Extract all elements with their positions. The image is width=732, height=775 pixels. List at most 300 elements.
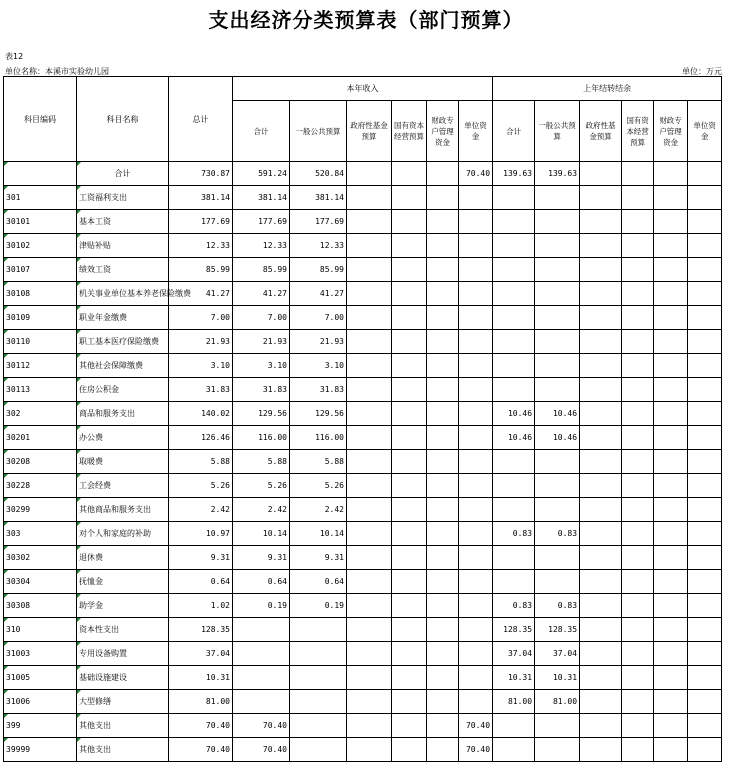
value-cell: 7.00 xyxy=(290,306,347,330)
value-cell xyxy=(427,306,459,330)
table-row xyxy=(4,402,722,426)
value-cell xyxy=(654,546,688,570)
code-cell: 30208 xyxy=(4,450,77,474)
value-cell: 730.87 xyxy=(169,162,233,186)
value-cell xyxy=(427,474,459,498)
table-row xyxy=(4,714,722,738)
code-cell: 30228 xyxy=(4,474,77,498)
value-cell xyxy=(427,714,459,738)
value-cell xyxy=(459,498,493,522)
value-cell xyxy=(688,378,722,402)
value-cell xyxy=(392,162,427,186)
header-sub: 一般公共预算 xyxy=(290,101,347,162)
value-cell: 2.42 xyxy=(290,498,347,522)
value-cell xyxy=(427,666,459,690)
value-cell xyxy=(535,738,580,762)
name-cell: 其他社会保障缴费 xyxy=(77,354,169,378)
cell-marker-icon xyxy=(4,330,8,334)
value-cell xyxy=(535,474,580,498)
value-cell xyxy=(392,570,427,594)
cell-marker-icon xyxy=(4,210,8,214)
value-cell xyxy=(392,714,427,738)
value-cell: 10.14 xyxy=(233,522,290,546)
value-cell xyxy=(493,258,535,282)
code-cell: 399 xyxy=(4,714,77,738)
table-row xyxy=(4,738,722,762)
value-cell xyxy=(654,402,688,426)
value-cell xyxy=(347,354,392,378)
header-sub: 财政专户管理资金 xyxy=(427,101,459,162)
cell-marker-icon xyxy=(77,666,81,670)
value-cell xyxy=(580,618,622,642)
table-row xyxy=(4,450,722,474)
name-cell: 办公费 xyxy=(77,426,169,450)
value-cell: 12.33 xyxy=(233,234,290,258)
value-cell xyxy=(427,594,459,618)
value-cell xyxy=(392,642,427,666)
value-cell: 5.88 xyxy=(233,450,290,474)
value-cell xyxy=(654,450,688,474)
unit-name: 单位名称：本溪市实验幼儿园 xyxy=(5,67,109,76)
value-cell: 116.00 xyxy=(233,426,290,450)
header-sub: 合计 xyxy=(233,101,290,162)
value-cell xyxy=(347,498,392,522)
value-cell: 381.14 xyxy=(233,186,290,210)
table-row xyxy=(4,330,722,354)
value-cell xyxy=(290,690,347,714)
value-cell xyxy=(392,306,427,330)
value-cell xyxy=(688,306,722,330)
cell-marker-icon xyxy=(77,450,81,454)
cell-marker-icon xyxy=(77,282,81,286)
cell-marker-icon xyxy=(77,618,81,622)
value-cell xyxy=(580,258,622,282)
value-cell: 129.56 xyxy=(290,402,347,426)
value-cell: 177.69 xyxy=(169,210,233,234)
value-cell: 2.42 xyxy=(233,498,290,522)
value-cell xyxy=(535,210,580,234)
cell-marker-icon xyxy=(77,594,81,598)
value-cell: 70.40 xyxy=(233,738,290,762)
value-cell xyxy=(392,426,427,450)
value-cell xyxy=(654,690,688,714)
value-cell xyxy=(392,738,427,762)
value-cell xyxy=(535,306,580,330)
unit-label: 单位：万元 xyxy=(682,67,722,76)
value-cell xyxy=(535,546,580,570)
cell-marker-icon xyxy=(4,498,8,502)
value-cell xyxy=(622,234,654,258)
cell-marker-icon xyxy=(77,738,81,742)
header-sub: 国有资本经营预算 xyxy=(392,101,427,162)
value-cell xyxy=(535,186,580,210)
value-cell xyxy=(535,714,580,738)
value-cell: 140.02 xyxy=(169,402,233,426)
value-cell xyxy=(580,546,622,570)
name-cell: 大型修缮 xyxy=(77,690,169,714)
value-cell xyxy=(688,594,722,618)
value-cell xyxy=(688,474,722,498)
value-cell xyxy=(347,690,392,714)
header-row-top xyxy=(4,77,722,101)
value-cell xyxy=(233,690,290,714)
value-cell: 21.93 xyxy=(169,330,233,354)
code-cell: 30308 xyxy=(4,594,77,618)
value-cell xyxy=(622,474,654,498)
value-cell xyxy=(654,522,688,546)
value-cell xyxy=(688,714,722,738)
code-cell: 301 xyxy=(4,186,77,210)
name-cell: 抚恤金 xyxy=(77,570,169,594)
value-cell xyxy=(427,642,459,666)
value-cell xyxy=(622,738,654,762)
value-cell: 0.64 xyxy=(290,570,347,594)
name-cell: 助学金 xyxy=(77,594,169,618)
value-cell xyxy=(347,258,392,282)
value-cell xyxy=(535,234,580,258)
code-cell: 30302 xyxy=(4,546,77,570)
value-cell xyxy=(622,258,654,282)
value-cell xyxy=(622,330,654,354)
value-cell xyxy=(622,378,654,402)
cell-marker-icon xyxy=(4,570,8,574)
value-cell: 128.35 xyxy=(535,618,580,642)
code-cell: 30102 xyxy=(4,234,77,258)
table-row xyxy=(4,570,722,594)
value-cell xyxy=(347,426,392,450)
value-cell xyxy=(654,738,688,762)
value-cell xyxy=(580,402,622,426)
value-cell xyxy=(688,642,722,666)
table-row xyxy=(4,378,722,402)
header-sub: 政府性基金预算 xyxy=(347,101,392,162)
value-cell xyxy=(654,330,688,354)
code-cell: 30113 xyxy=(4,378,77,402)
cell-marker-icon xyxy=(4,378,8,382)
value-cell xyxy=(580,690,622,714)
value-cell xyxy=(535,282,580,306)
code-cell: 39999 xyxy=(4,738,77,762)
value-cell: 10.46 xyxy=(493,426,535,450)
value-cell: 7.00 xyxy=(233,306,290,330)
value-cell xyxy=(654,186,688,210)
value-cell: 41.27 xyxy=(233,282,290,306)
cell-marker-icon xyxy=(4,186,8,190)
cell-marker-icon xyxy=(77,474,81,478)
cell-marker-icon xyxy=(77,210,81,214)
value-cell xyxy=(688,498,722,522)
value-cell xyxy=(580,306,622,330)
code-cell: 30304 xyxy=(4,570,77,594)
value-cell xyxy=(535,330,580,354)
value-cell: 31.83 xyxy=(290,378,347,402)
value-cell xyxy=(580,450,622,474)
name-cell: 其他商品和服务支出 xyxy=(77,498,169,522)
value-cell xyxy=(688,690,722,714)
value-cell xyxy=(392,666,427,690)
value-cell xyxy=(688,546,722,570)
value-cell xyxy=(233,666,290,690)
table-row xyxy=(4,354,722,378)
value-cell xyxy=(459,282,493,306)
value-cell: 591.24 xyxy=(233,162,290,186)
value-cell xyxy=(580,666,622,690)
value-cell: 0.64 xyxy=(233,570,290,594)
value-cell xyxy=(427,378,459,402)
value-cell xyxy=(654,210,688,234)
value-cell xyxy=(654,258,688,282)
value-cell xyxy=(392,618,427,642)
value-cell xyxy=(654,594,688,618)
table-row xyxy=(4,642,722,666)
name-cell: 取暖费 xyxy=(77,450,169,474)
cell-marker-icon xyxy=(77,354,81,358)
code-cell xyxy=(4,162,77,186)
value-cell: 0.83 xyxy=(535,594,580,618)
cell-marker-icon xyxy=(77,186,81,190)
value-cell xyxy=(688,402,722,426)
value-cell: 10.31 xyxy=(493,666,535,690)
value-cell xyxy=(580,594,622,618)
table-row xyxy=(4,522,722,546)
value-cell xyxy=(580,354,622,378)
name-cell: 对个人和家庭的补助 xyxy=(77,522,169,546)
name-cell: 住房公积金 xyxy=(77,378,169,402)
value-cell xyxy=(347,450,392,474)
value-cell xyxy=(347,738,392,762)
value-cell xyxy=(580,186,622,210)
name-cell: 其他支出 xyxy=(77,738,169,762)
value-cell xyxy=(688,738,722,762)
header-sub: 单位资金 xyxy=(459,101,493,162)
cell-marker-icon xyxy=(4,282,8,286)
value-cell: 9.31 xyxy=(169,546,233,570)
table-row xyxy=(4,210,722,234)
value-cell xyxy=(392,330,427,354)
value-cell: 21.93 xyxy=(233,330,290,354)
name-cell: 基础设施建设 xyxy=(77,666,169,690)
value-cell xyxy=(622,570,654,594)
value-cell xyxy=(347,522,392,546)
value-cell: 381.14 xyxy=(290,186,347,210)
code-cell: 30201 xyxy=(4,426,77,450)
value-cell: 81.00 xyxy=(535,690,580,714)
header-sub: 合计 xyxy=(493,101,535,162)
value-cell xyxy=(459,234,493,258)
value-cell xyxy=(622,642,654,666)
value-cell xyxy=(622,546,654,570)
value-cell xyxy=(347,234,392,258)
page-title: 支出经济分类预算表（部门预算） xyxy=(208,8,524,32)
cell-marker-icon xyxy=(4,594,8,598)
value-cell: 81.00 xyxy=(493,690,535,714)
value-cell xyxy=(290,714,347,738)
value-cell xyxy=(427,282,459,306)
cell-marker-icon xyxy=(77,426,81,430)
value-cell: 10.14 xyxy=(290,522,347,546)
value-cell xyxy=(654,498,688,522)
table-row xyxy=(4,666,722,690)
value-cell: 177.69 xyxy=(233,210,290,234)
value-cell xyxy=(493,282,535,306)
code-cell: 30112 xyxy=(4,354,77,378)
code-cell: 31006 xyxy=(4,690,77,714)
value-cell xyxy=(580,522,622,546)
value-cell: 10.46 xyxy=(535,426,580,450)
value-cell xyxy=(580,642,622,666)
value-cell xyxy=(347,186,392,210)
name-cell: 职业年金缴费 xyxy=(77,306,169,330)
value-cell xyxy=(493,474,535,498)
value-cell xyxy=(580,570,622,594)
value-cell xyxy=(580,738,622,762)
value-cell xyxy=(427,210,459,234)
table-row xyxy=(4,594,722,618)
code-cell: 30107 xyxy=(4,258,77,282)
header-prior-carryover: 上年结转结余 xyxy=(493,77,722,101)
cell-marker-icon xyxy=(77,402,81,406)
value-cell xyxy=(580,498,622,522)
value-cell xyxy=(392,210,427,234)
value-cell xyxy=(347,570,392,594)
value-cell xyxy=(535,354,580,378)
value-cell xyxy=(654,426,688,450)
header-current-income: 本年收入 xyxy=(233,77,493,101)
value-cell xyxy=(392,498,427,522)
table-number: 表12 xyxy=(5,52,24,61)
value-cell xyxy=(622,426,654,450)
value-cell xyxy=(427,354,459,378)
table-row xyxy=(4,282,722,306)
cell-marker-icon xyxy=(4,426,8,430)
value-cell xyxy=(654,570,688,594)
value-cell xyxy=(622,498,654,522)
value-cell xyxy=(622,186,654,210)
value-cell xyxy=(347,618,392,642)
cell-marker-icon xyxy=(77,690,81,694)
value-cell: 128.35 xyxy=(493,618,535,642)
value-cell xyxy=(392,378,427,402)
value-cell xyxy=(427,570,459,594)
code-cell: 302 xyxy=(4,402,77,426)
value-cell xyxy=(427,498,459,522)
value-cell xyxy=(493,330,535,354)
value-cell xyxy=(392,282,427,306)
value-cell xyxy=(688,666,722,690)
name-cell: 退休费 xyxy=(77,546,169,570)
value-cell xyxy=(427,426,459,450)
value-cell: 177.69 xyxy=(290,210,347,234)
value-cell: 70.40 xyxy=(233,714,290,738)
code-cell: 30110 xyxy=(4,330,77,354)
value-cell xyxy=(392,474,427,498)
value-cell: 3.10 xyxy=(290,354,347,378)
budget-table xyxy=(3,76,722,762)
value-cell xyxy=(535,378,580,402)
value-cell xyxy=(493,570,535,594)
cell-marker-icon xyxy=(4,642,8,646)
value-cell xyxy=(347,714,392,738)
value-cell: 0.19 xyxy=(233,594,290,618)
value-cell xyxy=(654,162,688,186)
code-cell: 30101 xyxy=(4,210,77,234)
table-row xyxy=(4,474,722,498)
value-cell: 12.33 xyxy=(169,234,233,258)
value-cell xyxy=(290,738,347,762)
value-cell: 381.14 xyxy=(169,186,233,210)
value-cell xyxy=(688,570,722,594)
value-cell: 5.26 xyxy=(233,474,290,498)
value-cell xyxy=(622,162,654,186)
value-cell xyxy=(427,330,459,354)
table-row xyxy=(4,234,722,258)
cell-marker-icon xyxy=(77,258,81,262)
value-cell: 129.56 xyxy=(233,402,290,426)
cell-marker-icon xyxy=(4,162,8,166)
cell-marker-icon xyxy=(77,546,81,550)
value-cell: 0.64 xyxy=(169,570,233,594)
value-cell xyxy=(654,642,688,666)
value-cell: 9.31 xyxy=(290,546,347,570)
value-cell xyxy=(622,714,654,738)
value-cell xyxy=(392,186,427,210)
name-cell: 专用设备购置 xyxy=(77,642,169,666)
value-cell xyxy=(535,498,580,522)
code-cell: 31003 xyxy=(4,642,77,666)
cell-marker-icon xyxy=(77,378,81,382)
header-sub: 财政专户管理资金 xyxy=(654,101,688,162)
value-cell xyxy=(654,378,688,402)
code-cell: 30299 xyxy=(4,498,77,522)
value-cell: 31.83 xyxy=(233,378,290,402)
value-cell: 0.83 xyxy=(493,522,535,546)
value-cell xyxy=(622,354,654,378)
value-cell: 5.88 xyxy=(169,450,233,474)
value-cell xyxy=(392,594,427,618)
cell-marker-icon xyxy=(77,570,81,574)
value-cell xyxy=(347,402,392,426)
value-cell: 85.99 xyxy=(233,258,290,282)
cell-marker-icon xyxy=(77,330,81,334)
table-row xyxy=(4,690,722,714)
value-cell xyxy=(392,450,427,474)
value-cell xyxy=(688,162,722,186)
value-cell xyxy=(459,570,493,594)
value-cell: 7.00 xyxy=(169,306,233,330)
header-sub: 单位资金 xyxy=(688,101,722,162)
value-cell xyxy=(580,234,622,258)
code-cell: 30109 xyxy=(4,306,77,330)
value-cell xyxy=(290,666,347,690)
name-cell: 机关事业单位基本养老保险缴费 xyxy=(77,282,169,306)
value-cell xyxy=(688,234,722,258)
value-cell xyxy=(392,402,427,426)
cell-marker-icon xyxy=(4,258,8,262)
value-cell xyxy=(427,618,459,642)
header-sub: 政府性基金预算 xyxy=(580,101,622,162)
value-cell xyxy=(459,402,493,426)
name-cell: 职工基本医疗保险缴费 xyxy=(77,330,169,354)
value-cell: 1.02 xyxy=(169,594,233,618)
value-cell: 0.19 xyxy=(290,594,347,618)
value-cell xyxy=(459,354,493,378)
cell-marker-icon xyxy=(4,714,8,718)
code-cell: 303 xyxy=(4,522,77,546)
value-cell xyxy=(688,282,722,306)
value-cell xyxy=(622,306,654,330)
cell-marker-icon xyxy=(4,690,8,694)
value-cell xyxy=(233,618,290,642)
